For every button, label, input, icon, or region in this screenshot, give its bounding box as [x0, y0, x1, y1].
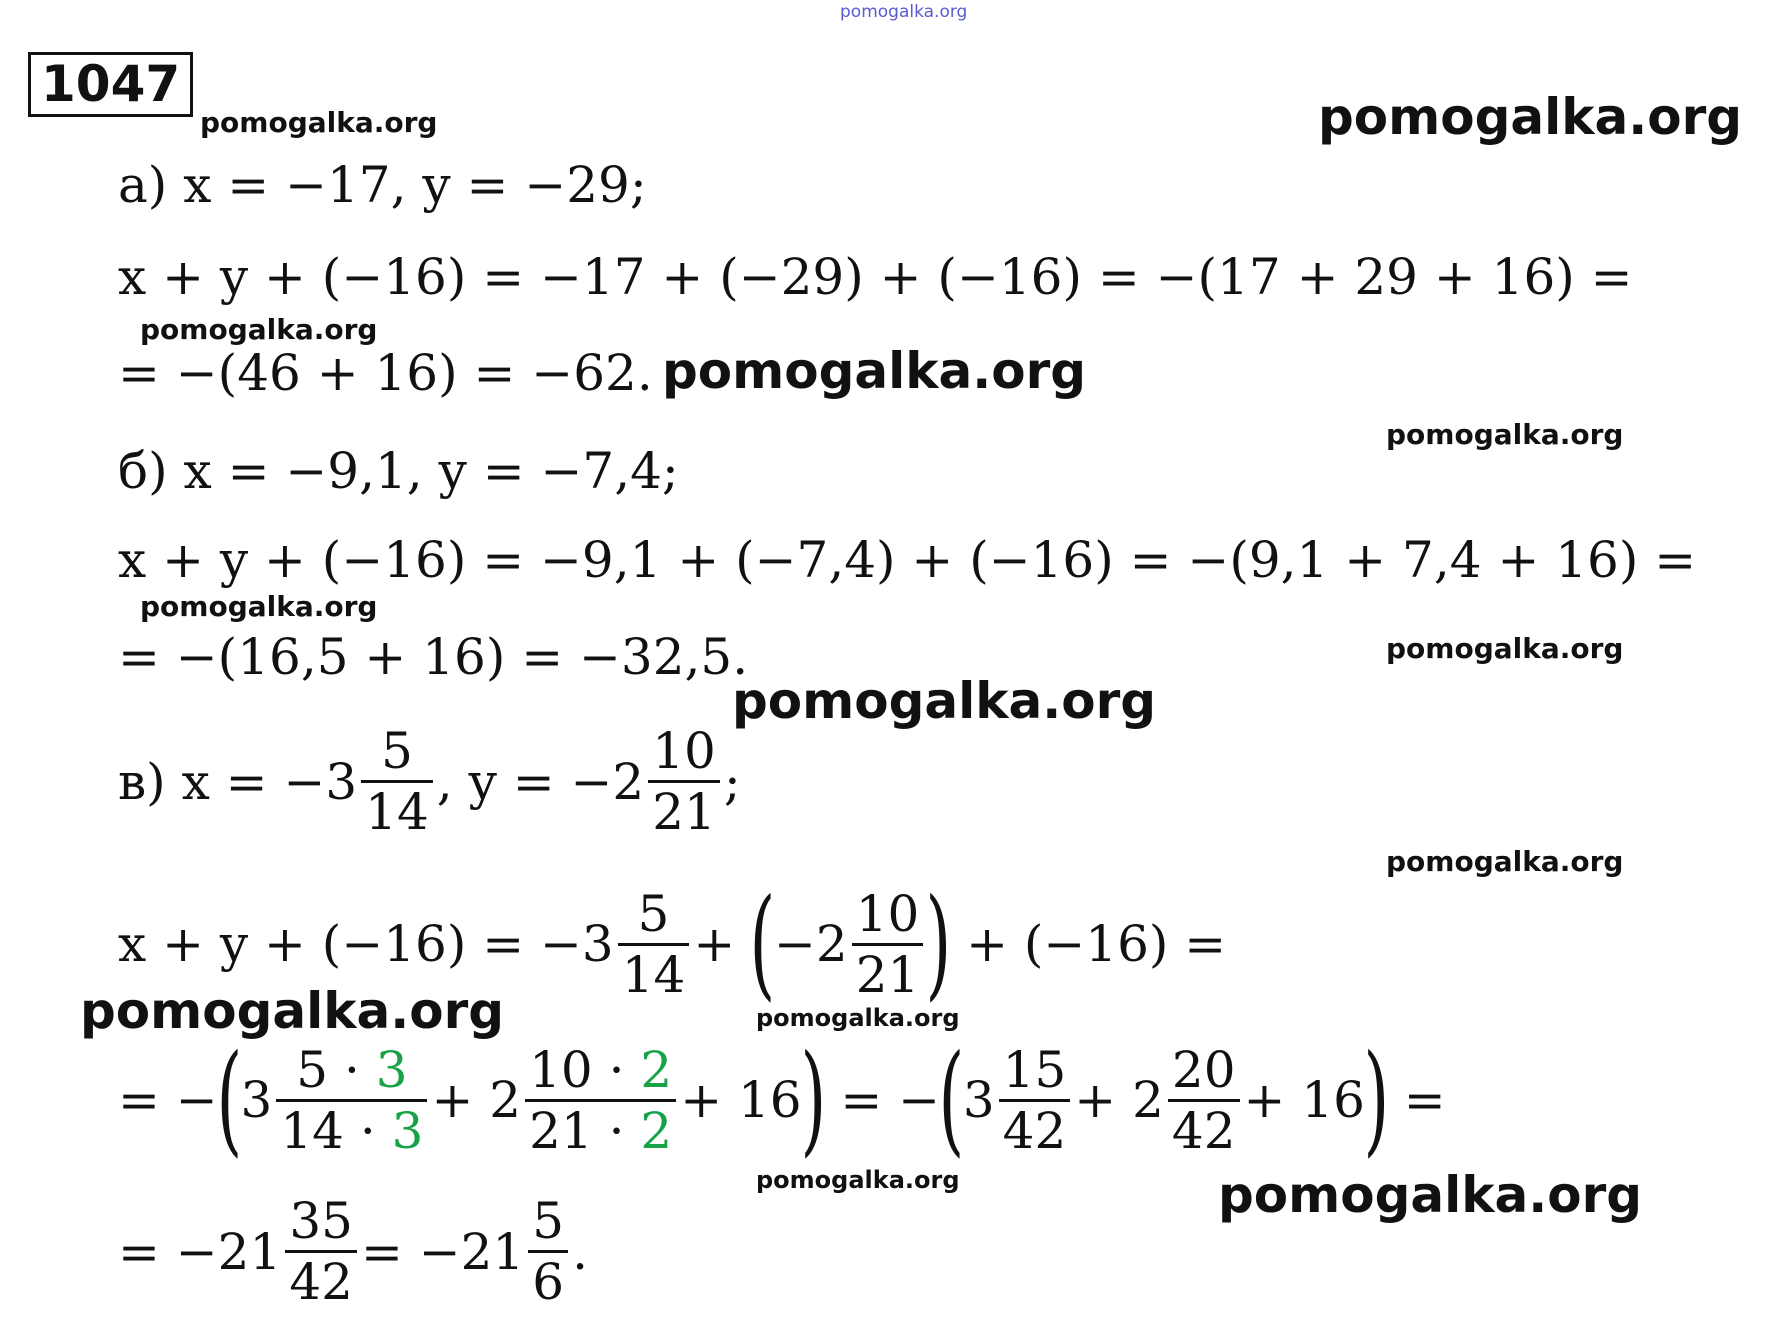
right-paren: )	[800, 1030, 826, 1169]
watermark: pomogalka.org	[1386, 418, 1624, 451]
fraction: $\frac{10}{21}$	[648, 726, 720, 837]
fraction: $\frac{5}{6}$	[528, 1196, 568, 1307]
fraction: $\frac{10 \cdot 2}{21 \cdot 2}$	[525, 1045, 676, 1156]
part-a-given: а) x = −17, y = −29;	[118, 156, 647, 214]
left-paren: (	[749, 874, 776, 1013]
part-b-step1: x + y + (−16) = −9,1 + (−7,4) + (−16) = −(9,1 + 7,4 + 16) =	[118, 531, 1697, 589]
watermark: pomogalka.org	[1386, 632, 1624, 665]
part-v-step2: = − ( 3 $\frac{5 \cdot 3}{14 \cdot 3}$ + 2 $\frac{10 \cdot 2}{21 \cdot 2}$ + 16 ) = − ( 3 $\frac{15}{42}$ + 2 $\frac{20}{42}$ + 16 ) =	[118, 1030, 1446, 1169]
watermark: pomogalka.org	[732, 672, 1157, 730]
part-v-label: в)	[118, 752, 166, 811]
watermark: pomogalka.org	[662, 342, 1087, 400]
watermark: pomogalka.org	[140, 313, 378, 346]
left-paren: (	[938, 1030, 965, 1169]
left-paren: (	[216, 1030, 242, 1169]
watermark: pomogalka.org	[1386, 845, 1624, 878]
fraction: $\frac{5}{14}$	[361, 726, 433, 837]
fraction: $\frac{20}{42}$	[1168, 1045, 1240, 1156]
watermark: pomogalka.org	[200, 106, 438, 139]
part-a-step1: x + y + (−16) = −17 + (−29) + (−16) = −(17 + 29 + 16) =	[118, 248, 1633, 306]
watermark: pomogalka.org	[140, 590, 378, 623]
watermark: pomogalka.org	[80, 982, 505, 1040]
watermark: pomogalka.org	[756, 1166, 960, 1194]
watermark: pomogalka.org	[1218, 1166, 1643, 1224]
fraction: $\frac{10}{21}$	[852, 889, 924, 1000]
watermark-top: pomogalka.org	[840, 2, 968, 22]
watermark: pomogalka.org	[756, 1004, 960, 1032]
fraction: $\frac{5 \cdot 3}{14 \cdot 3}$	[276, 1045, 427, 1156]
part-v-result: = −21 $\frac{35}{42}$ = −21 $\frac{5}{6}$ .	[118, 1192, 588, 1311]
right-paren: )	[925, 874, 952, 1013]
part-v-step1: x + y + (−16) = −3 $\frac{5}{14}$ + ( −2 $\frac{10}{21}$ ) + (−16) =	[118, 874, 1227, 1013]
right-paren: )	[1363, 1030, 1390, 1169]
part-v-y-eq: , y = −2	[436, 752, 645, 811]
fraction: $\frac{5}{14}$	[618, 889, 690, 1000]
part-v-given: в) x = −3 $\frac{5}{14}$ , y = −2 $\frac{10}{21}$ ;	[118, 722, 741, 841]
fraction: $\frac{35}{42}$	[285, 1196, 357, 1307]
part-a-result: = −(46 + 16) = −62.	[118, 344, 653, 402]
part-b-result: = −(16,5 + 16) = −32,5.	[118, 628, 749, 686]
fraction: $\frac{15}{42}$	[999, 1045, 1071, 1156]
part-v-x-eq: x = −3	[181, 752, 358, 811]
part-b-given: б) x = −9,1, y = −7,4;	[118, 442, 679, 500]
problem-number: 1047	[28, 52, 193, 117]
watermark: pomogalka.org	[1318, 88, 1743, 146]
